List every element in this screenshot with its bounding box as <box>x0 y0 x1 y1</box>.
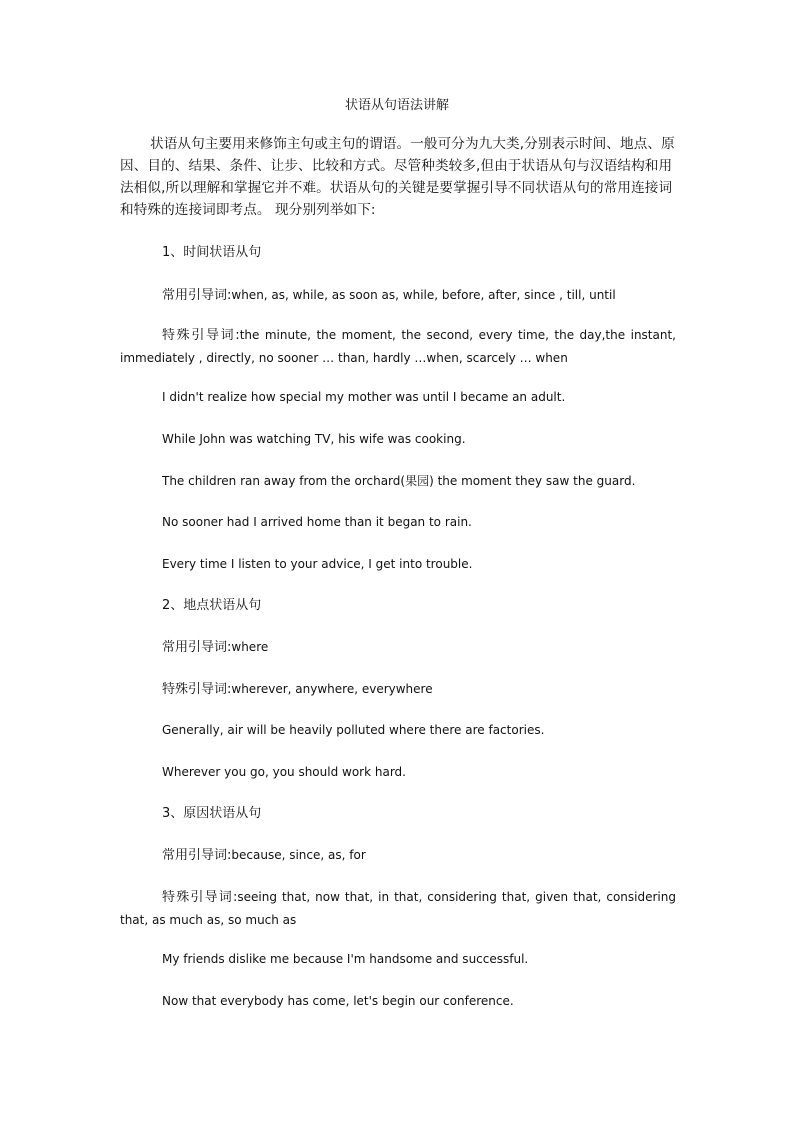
example-sentence: I didn't realize how special my mother was until I became an adult. <box>162 390 566 404</box>
common-conjunctions-label: 常用引导词: <box>162 288 232 303</box>
special-conjunctions-place <box>162 680 682 699</box>
example-sentence: Generally, air will be heavily polluted where there are factories. <box>162 723 545 737</box>
example-sentence: Now that everybody has come, let's begin our conference. <box>162 994 514 1008</box>
special-conjunctions-label: 特殊引导词: <box>162 682 232 697</box>
common-conjunctions-reason <box>162 846 682 865</box>
common-conjunctions-time <box>162 286 682 305</box>
special-conjunctions-words: the minute, the moment, the second, every time, the day,the instant, immediately , directly, no sooner … than, hardly …when, scarcely … when <box>120 328 676 365</box>
section-heading-time: 1、时间状语从句 <box>162 245 262 260</box>
section-heading-reason: 3、原因状语从句 <box>162 806 262 821</box>
common-conjunctions-words: when, as, while, as soon as, while, before, after, since , till, until <box>231 288 616 302</box>
example-sentence: Wherever you go, you should work hard. <box>162 765 406 779</box>
example-sentence: No sooner had I arrived home than it began to rain. <box>162 515 472 529</box>
common-conjunctions-words: because, since, as, for <box>231 848 366 862</box>
common-conjunctions-place <box>162 638 682 657</box>
special-conjunctions-reason <box>120 886 676 931</box>
common-conjunctions-label: 常用引导词: <box>162 848 232 863</box>
section-heading-place: 2、地点状语从句 <box>162 598 262 613</box>
special-conjunctions-label: 特殊引导词: <box>162 328 240 343</box>
example-sentence: My friends dislike me because I'm handsome and successful. <box>162 952 529 966</box>
special-conjunctions-words: seeing that, now that, in that, considering that, given that, considering that, as much as, so much as <box>120 890 676 927</box>
special-conjunctions-time <box>120 324 676 369</box>
example-sentence: The children ran away from the orchard(果园) the moment they saw the guard. <box>162 474 636 488</box>
common-conjunctions-label: 常用引导词: <box>162 640 232 655</box>
example-sentence: Every time I listen to your advice, I get into trouble. <box>162 557 473 571</box>
special-conjunctions-label: 特殊引导词: <box>162 890 238 905</box>
example-sentence: While John was watching TV, his wife was cooking. <box>162 432 466 446</box>
common-conjunctions-words: where <box>231 640 269 654</box>
special-conjunctions-words: wherever, anywhere, everywhere <box>231 682 433 696</box>
intro-paragraph: 状语从句主要用来修饰主句或主句的谓语。一般可分为九大类,分别表示时间、地点、原因、目的、结果、条件、让步、比较和方式。尽管种类较多,但由于状语从句与汉语结构和用法相似,所以理解和掌握它并不难。状语从句的关键是要掌握引导不同状语从句的常用连接词和特殊的连接词即考点。 现分别列举如下: <box>120 136 675 218</box>
document-title: 状语从句语法讲解 <box>344 98 449 113</box>
